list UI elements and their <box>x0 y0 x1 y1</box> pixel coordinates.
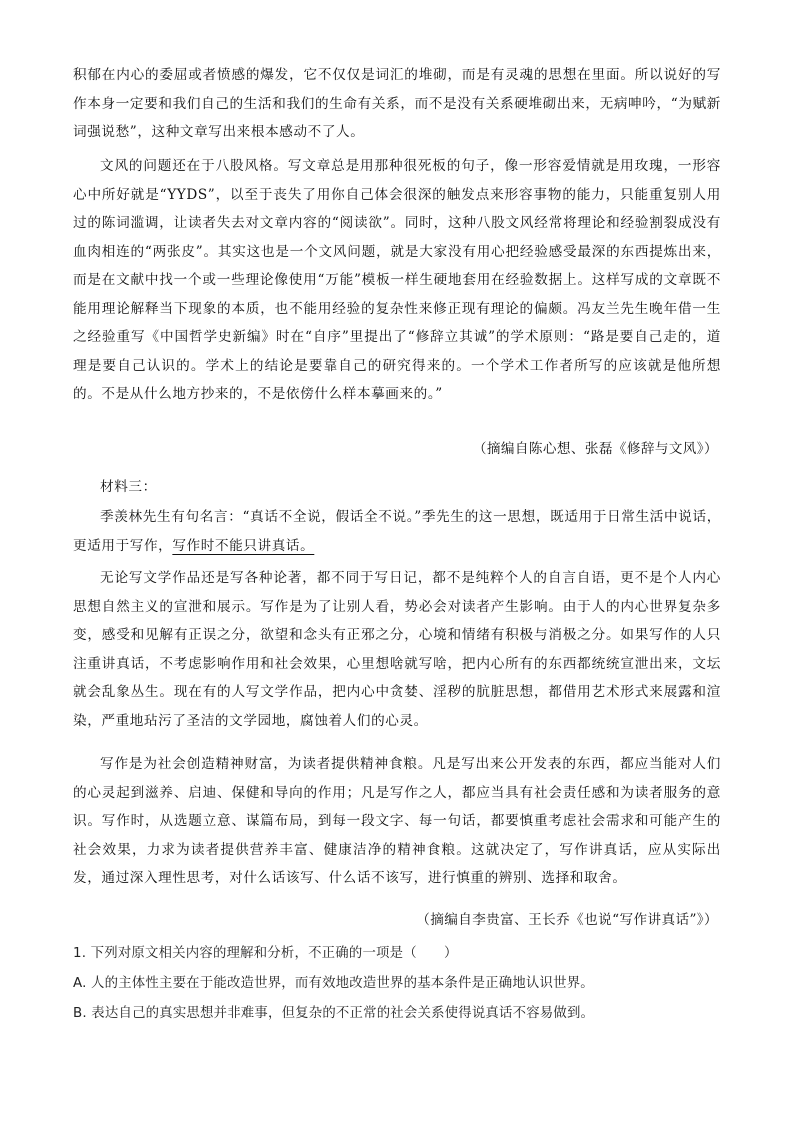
paragraph-4: 无论写文学作品还是写各种论著，都不同于写日记，都不是纯粹个人的自言自语，更不是个人内心思想自然主义的宣泄和展示。写作是为了让别人看，势必会对读者产生影响。由于人的内心世界复杂多变，感受和见解有正误之分，欲望和念头有正邪之分，心境和情绪有积极与消极之分。如果写作的人只注重讲真话，不考虑影响作用和社会效果，心里想啥就写啥，把内心所有的东西都统统宣泄出来，文坛就会乱象丛生。现在有的人写文学作品，把内心中贪婪、淫秽的肮脏思想，都借用艺术形式来展露和渲染，严重地玷污了圣洁的文学园地，腐蚀着人们的心灵。 <box>73 570 721 729</box>
paragraph-3 <box>73 503 721 560</box>
paragraph-2: 文风的问题还在于八股风格。写文章总是用那种很死板的句子，像一形容爱情就是用玫瑰，一形容心中所好就是“YYDS”，以至于丧失了用你自己体会很深的触发点来形容事物的能力，只能重复别人用过的陈词滥调，让读者失去对文章内容的“阅读欲”。同时，这种八股文风经常将理论和经验割裂成没有血肉相连的“两张皮”。其实这也是一个文风问题，就是大家没有用心把经验感受最深的东西提炼出来，而是在文献中找一个或一些理论像使用“万能”模板一样生硬地套用在经验数据上。这样写成的文章既不能用理论解释当下现象的本质，也不能用经验的复杂性来修正现有理论的偏颇。冯友兰先生晚年借一生之经验重写《中国哲学史新编》时在“自序”里提出了“修辞立其诚”的学术原则：“路是要自己走的，道理是要自己认识的。学术上的结论是要靠自己的研究得来的。一个学术工作者所写的应该就是他所想的。不是从什么地方抄来的，不是依傍什么样本摹画来的。” <box>73 158 721 402</box>
question-1: 1. 下列对原文相关内容的理解和分析，不正确的一项是（ ） <box>73 946 458 961</box>
source-citation-1: （摘编自陈心想、张磊《修辞与文风》） <box>472 441 718 457</box>
paragraph-5: 写作是为社会创造精神财富，为读者提供精神食粮。凡是写出来公开发表的东西，都应当能对人们的心灵起到滋养、启迪、保健和导向的作用；凡是写作之人，都应当具有社会责任感和为读者服务的意识。写作时，从选题立意、谋篇布局，到每一段文字、每一句话，都要慎重考虑社会需求和可能产生的社会效果，力求为读者提供营养丰富、健康洁净的精神食粮。这就决定了，写作讲真话，应从实际出发，通过深入理性思考，对什么话该写、什么话不该写，进行慎重的辨别、选择和取舍。 <box>73 756 721 886</box>
underlined-sentence: 写作时不能只讲真话。 <box>172 537 315 554</box>
source-citation-2: （摘编自李贵富、王长乔《也说“写作讲真话”》） <box>416 912 718 928</box>
option-b: B. 表达自己的真实思想并非难事，但复杂的不正常的社会关系使得说真话不容易做到。 <box>73 1006 595 1021</box>
option-a: A. 人的主体性主要在于能改造世界，而有效地改造世界的基本条件是正确地认识世界。 <box>73 976 594 991</box>
material-3-label: 材料三： <box>100 479 157 495</box>
paragraph-3-text: 季羡林先生有句名言：“真话不全说，假话全不说。”季先生的这一思想，既适用于日常生活中说话，更适用于写作， <box>73 509 721 554</box>
paragraph-1: 积郁在内心的委屈或者愤感的爆发，它不仅仅是词汇的堆砌，而是有灵魂的思想在里面。所以说好的写作本身一定要和我们自己的生活和我们的生命有关系，而不是没有关系硬堆砌出来，无病呻吟，“为赋新词强说愁”，这种文章写出来根本感动不了人。 <box>73 67 721 140</box>
